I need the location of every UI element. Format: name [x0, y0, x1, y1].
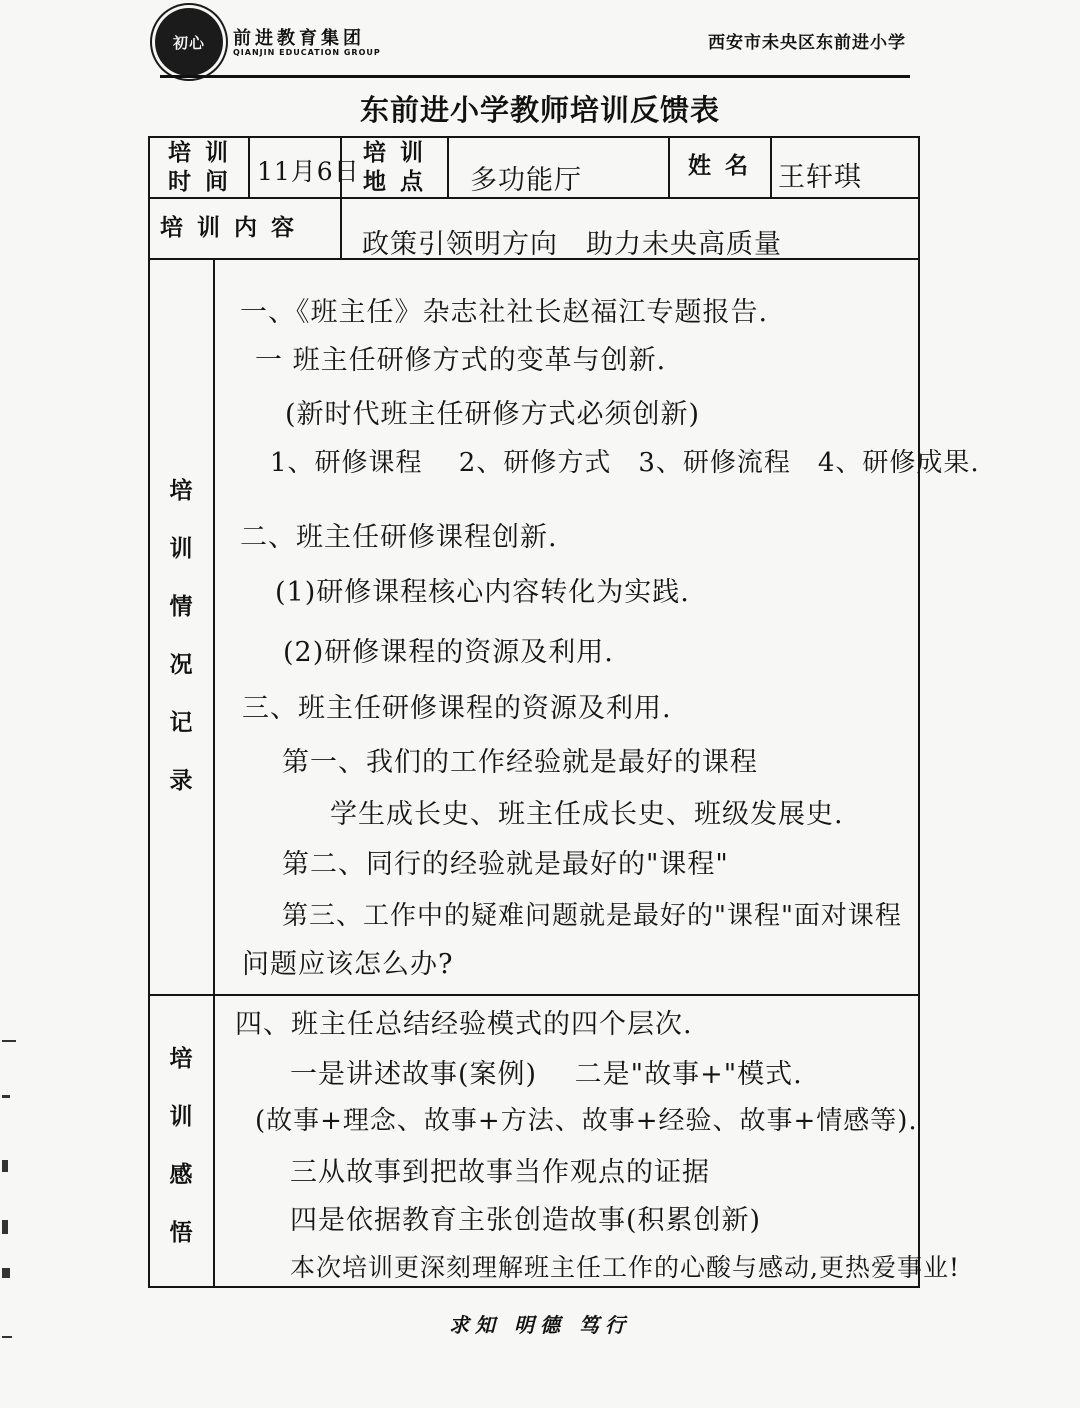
label-training-place: [363, 139, 437, 197]
form-title: 东前进小学教师培训反馈表: [359, 93, 720, 127]
label-line: 培训: [363, 140, 437, 166]
label-training-time: [168, 139, 242, 197]
group-name-en: QIANJIN EDUCATION GROUP: [233, 48, 381, 57]
table-divider: [770, 136, 772, 198]
reflection-line: 三从故事到把故事当作观点的证据: [290, 1157, 710, 1188]
name-value: 王轩琪: [778, 162, 862, 193]
record-line: (2)研修课程的资源及利用.: [283, 637, 614, 668]
label-char: 训: [169, 1104, 193, 1130]
label-char: 培: [169, 1046, 193, 1072]
table-border-left: [148, 136, 150, 1288]
record-line: 问题应该怎么办?: [242, 949, 454, 980]
header-divider: [160, 75, 910, 78]
training-place-value: 多功能厅: [470, 165, 582, 196]
school-name: 西安市未央区东前进小学: [708, 33, 906, 53]
logo-text: 初心: [172, 33, 205, 52]
record-line: 学生成长史、班主任成长史、班级发展史.: [330, 799, 844, 830]
label-training-content: 培训内容: [160, 215, 308, 241]
school-logo: [155, 8, 223, 76]
label-line: 地点: [363, 169, 437, 195]
scan-edge-mark: [2, 1095, 10, 1098]
record-line: 1、研修课程 2、研修方式 3、研修流程 4、研修成果.: [270, 448, 980, 478]
label-training-record: [166, 462, 196, 810]
table-divider: [447, 136, 449, 198]
label-char: 记: [169, 710, 193, 736]
table-border-bottom: [148, 1286, 920, 1288]
group-name-cn: 前进教育集团: [233, 28, 365, 49]
training-time-value: 11月6日: [257, 157, 360, 186]
reflection-line: 本次培训更深刻理解班主任工作的心酸与感动,更热爱事业!: [290, 1253, 960, 1282]
record-line: 一 班主任研修方式的变革与创新.: [255, 345, 667, 376]
label-name: 姓名: [688, 153, 762, 179]
table-border-right: [918, 136, 920, 1288]
label-char: 悟: [169, 1220, 193, 1246]
table-divider: [668, 136, 670, 198]
record-line: 二、班主任研修课程创新.: [240, 522, 558, 553]
school-motto: 求知 明德 笃行: [449, 1313, 631, 1337]
table-divider: [213, 258, 215, 1287]
scan-edge-mark: [2, 1160, 8, 1172]
label-char: 感: [169, 1162, 193, 1188]
letterhead: [0, 0, 1080, 80]
record-line: (新时代班主任研修方式必须创新): [285, 399, 701, 430]
table-divider: [148, 197, 920, 199]
table-border-top: [148, 136, 920, 138]
training-content-value: 政策引领明方向 助力未央高质量: [362, 229, 782, 260]
reflection-line: (故事+理念、故事+方法、故事+经验、故事+情感等).: [255, 1106, 918, 1136]
table-divider: [248, 136, 250, 198]
label-line: 培训: [168, 140, 242, 166]
label-line: 时间: [168, 169, 242, 195]
scan-edge-mark: [2, 1220, 8, 1234]
table-divider: [148, 994, 920, 996]
label-char: 况: [169, 652, 193, 678]
label-char: 训: [169, 536, 193, 562]
scan-edge-mark: [2, 1336, 12, 1338]
label-char: 情: [169, 594, 193, 620]
reflection-line: 四是依据教育主张创造故事(积累创新): [290, 1205, 762, 1236]
record-line: 第二、同行的经验就是最好的"课程": [282, 849, 729, 880]
record-line: 一、《班主任》杂志社社长赵福江专题报告.: [240, 297, 769, 328]
record-line: 三、班主任研修课程的资源及利用.: [242, 693, 672, 724]
scan-edge-mark: [2, 1268, 10, 1278]
reflection-line: 四、班主任总结经验模式的四个层次.: [235, 1009, 693, 1040]
label-char: 录: [169, 768, 193, 794]
record-line: 第一、我们的工作经验就是最好的课程: [282, 747, 758, 778]
label-char: 培: [169, 478, 193, 504]
scan-edge-mark: [2, 1040, 16, 1042]
record-line: 第三、工作中的疑难问题就是最好的"课程"面对课程: [282, 901, 902, 931]
reflection-line: 一是讲述故事(案例) 二是"故事+"模式.: [290, 1059, 803, 1090]
label-training-reflection: [166, 1030, 196, 1262]
record-line: (1)研修课程核心内容转化为实践.: [275, 577, 690, 608]
